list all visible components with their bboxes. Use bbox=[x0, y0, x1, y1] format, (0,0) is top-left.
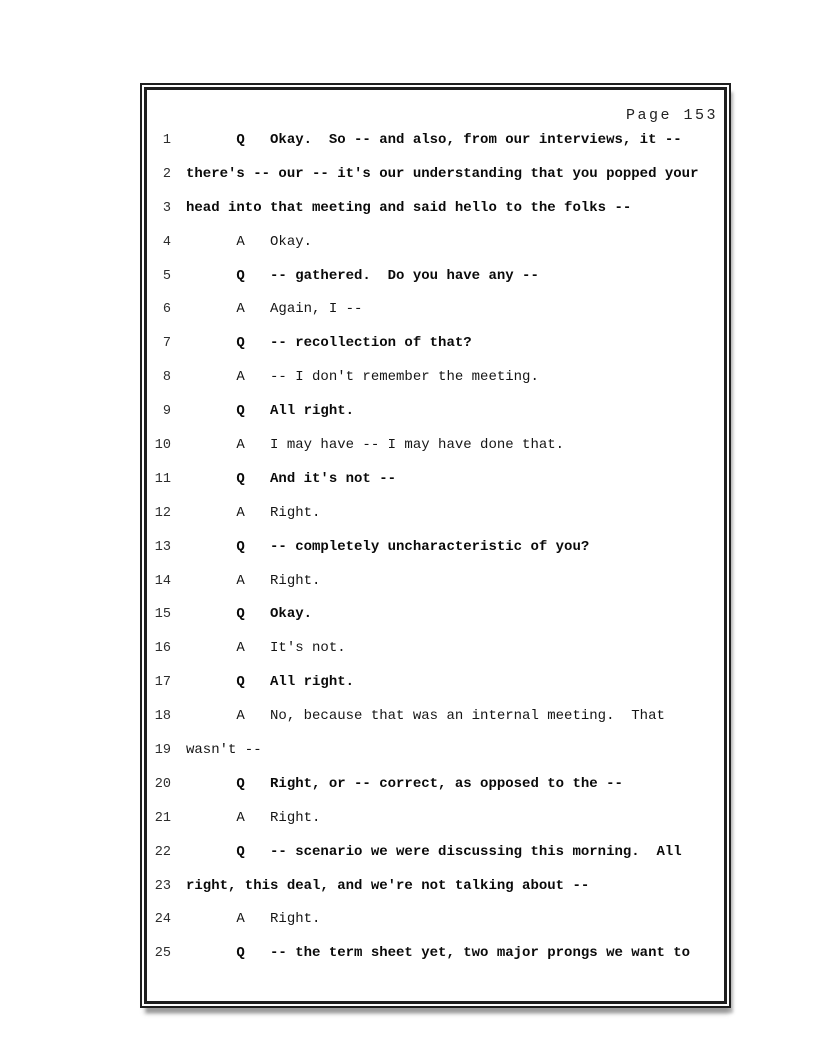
transcript-page-inner-border bbox=[144, 87, 727, 1004]
line-text: Q -- completely uncharacteristic of you? bbox=[186, 538, 590, 555]
line-text: Q -- recollection of that? bbox=[186, 335, 472, 352]
line-number: 12 bbox=[154, 505, 171, 521]
line-text: A Right. bbox=[186, 809, 321, 826]
line-number: 1 bbox=[162, 133, 171, 148]
transcript-line bbox=[147, 810, 724, 844]
page-number-label: Page 153 bbox=[625, 107, 718, 124]
line-text: Q Right, or -- correct, as opposed to the -- bbox=[186, 775, 623, 792]
line-text: Q And it's not -- bbox=[186, 470, 397, 487]
transcript-line bbox=[147, 878, 724, 912]
transcript-line bbox=[147, 403, 724, 437]
line-text: there's -- our -- it's our understanding that you popped your bbox=[186, 165, 699, 182]
line-number: 19 bbox=[154, 743, 171, 759]
line-number: 3 bbox=[162, 200, 171, 216]
transcript-line bbox=[147, 268, 724, 302]
line-number: 10 bbox=[154, 438, 171, 454]
transcript-line bbox=[147, 844, 724, 878]
line-text: A Right. bbox=[186, 911, 321, 928]
line-text: right, this deal, and we're not talking about -- bbox=[186, 877, 590, 894]
line-number: 15 bbox=[154, 607, 171, 623]
line-text: Q Okay. bbox=[186, 606, 313, 623]
line-text: Q All right. bbox=[186, 674, 355, 691]
line-text: wasn't -- bbox=[186, 742, 262, 759]
line-number: 21 bbox=[154, 810, 171, 826]
transcript-line bbox=[147, 200, 724, 234]
transcript-line bbox=[147, 573, 724, 607]
transcript-line bbox=[147, 471, 724, 505]
line-number: 23 bbox=[154, 878, 171, 894]
transcript-line bbox=[147, 606, 724, 640]
transcript-line bbox=[147, 911, 724, 945]
line-number: 13 bbox=[154, 539, 171, 555]
transcript-line bbox=[147, 539, 724, 573]
transcript-line bbox=[147, 166, 724, 200]
transcript-line bbox=[147, 369, 724, 403]
line-text: A No, because that was an internal meeting. That bbox=[186, 708, 665, 725]
line-text: Q Okay. So -- and also, from our interviews, it -- bbox=[186, 132, 682, 148]
line-text: A Right. bbox=[186, 504, 321, 521]
line-text: A -- I don't remember the meeting. bbox=[186, 369, 539, 386]
line-text: A Again, I -- bbox=[186, 301, 363, 318]
line-number: 8 bbox=[162, 370, 171, 386]
transcript-line bbox=[147, 301, 724, 335]
line-number: 7 bbox=[162, 336, 171, 352]
line-number: 2 bbox=[162, 166, 171, 182]
transcript-line bbox=[147, 945, 724, 979]
line-number: 20 bbox=[154, 776, 171, 792]
line-number: 17 bbox=[154, 675, 171, 691]
line-text: A Okay. bbox=[186, 233, 313, 250]
line-number: 14 bbox=[154, 573, 171, 589]
transcript-page-content bbox=[147, 90, 724, 1001]
transcript-line bbox=[147, 437, 724, 471]
line-number: 4 bbox=[162, 234, 171, 250]
line-number: 25 bbox=[154, 946, 171, 962]
transcript-line bbox=[147, 132, 724, 166]
transcript-line bbox=[147, 234, 724, 268]
transcript-line bbox=[147, 335, 724, 369]
line-text: Q All right. bbox=[186, 403, 355, 420]
line-text: Q -- scenario we were discussing this morning. All bbox=[186, 843, 682, 860]
transcript-line bbox=[147, 708, 724, 742]
line-text: A It's not. bbox=[186, 640, 346, 657]
line-number: 11 bbox=[154, 471, 171, 487]
line-text: head into that meeting and said hello to the folks -- bbox=[186, 199, 632, 216]
line-number: 6 bbox=[162, 302, 171, 318]
transcript-lines bbox=[147, 132, 724, 979]
line-text: A Right. bbox=[186, 572, 321, 589]
transcript-line bbox=[147, 742, 724, 776]
transcript-line bbox=[147, 776, 724, 810]
line-text: Q -- gathered. Do you have any -- bbox=[186, 267, 539, 284]
line-number: 9 bbox=[162, 404, 171, 420]
transcript-line bbox=[147, 674, 724, 708]
line-number: 24 bbox=[154, 912, 171, 928]
transcript-line bbox=[147, 505, 724, 539]
line-number: 5 bbox=[162, 268, 171, 284]
transcript-page-frame bbox=[140, 83, 731, 1008]
transcript-line bbox=[147, 640, 724, 674]
line-number: 22 bbox=[154, 844, 171, 860]
line-text: A I may have -- I may have done that. bbox=[186, 437, 565, 454]
line-text: Q -- the term sheet yet, two major prongs we want to bbox=[186, 945, 691, 962]
line-number: 18 bbox=[154, 709, 171, 725]
line-number: 16 bbox=[154, 641, 171, 657]
